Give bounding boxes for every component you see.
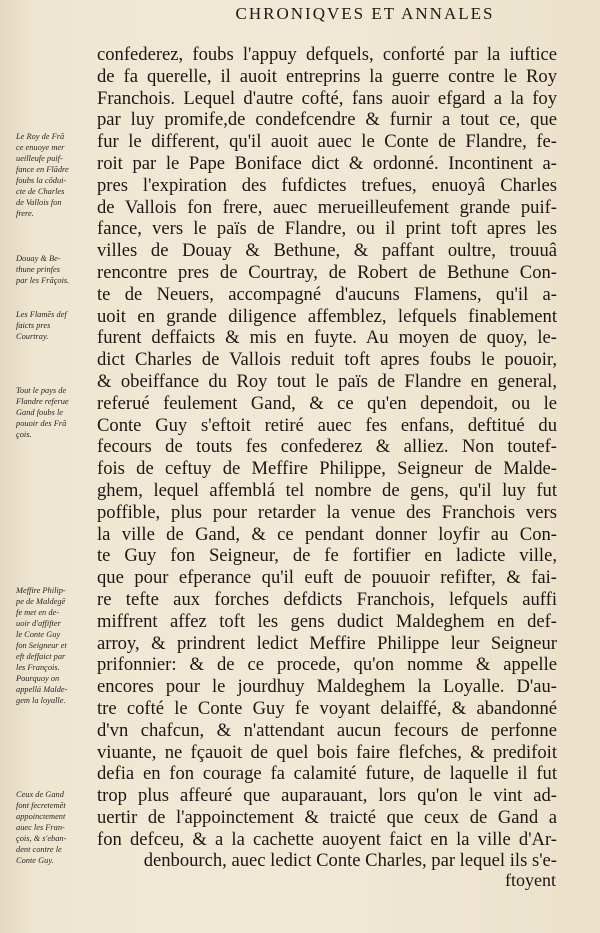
margin-note-line: pouoir des Frã bbox=[16, 419, 67, 428]
margin-note-maldeghem bbox=[16, 585, 96, 706]
margin-note-line: Le Roy de Frã bbox=[16, 132, 65, 141]
margin-note-line: cte de Charles bbox=[16, 187, 65, 196]
margin-note-line: Gand foubs le bbox=[16, 408, 63, 417]
text-line: rencontre pres de Courtray, de Robert de Bethune Con- bbox=[97, 261, 557, 283]
text-line: poffible, plus pour retarder la venue des Franchois vers bbox=[97, 501, 557, 523]
margin-note-line: les Franҫois. bbox=[16, 663, 60, 672]
text-line: tre cofté le Conte Guy fe voyant delaiffé, & abandonné bbox=[97, 697, 557, 719]
margin-note-line: le Conte Guy bbox=[16, 630, 61, 639]
text-line: furent deffaicts & mis en fuyte. Au moyen de quoy, le- bbox=[97, 327, 557, 349]
text-line: villes de Douay & Bethune, & paffant oultre, trouuâ bbox=[97, 240, 557, 262]
margin-note-line: thune prinfes bbox=[16, 265, 60, 274]
margin-note-line: Pourquoy on bbox=[16, 674, 60, 683]
margin-note-flandre-pouoir bbox=[16, 385, 96, 440]
text-line: pres l'expiration des fufdictes trefues, enuoyâ Charles bbox=[97, 174, 557, 196]
margin-note-line: Flandre referue bbox=[16, 397, 69, 406]
margin-note-line: uoir d'affifter bbox=[16, 619, 61, 628]
margin-note-line: de Vallois fon bbox=[16, 198, 62, 207]
text-line: uertir de l'appoinctement & traicté que ceux de Gand a bbox=[97, 806, 557, 828]
text-line: uoit en grande diligence affemblez, lefquels finablement bbox=[97, 305, 557, 327]
margin-note-line: Les Flamẽs def bbox=[16, 310, 67, 319]
text-line: de fa querelle, il auoit entreprins la guerre contre le Roy bbox=[97, 65, 557, 87]
text-line: re tefte aux forches defdicts Franchois, lefquels auffi bbox=[97, 588, 557, 610]
margin-note-line: fe met en de- bbox=[16, 608, 60, 617]
text-line: d'vn chafcun, & n'attendant aucun fecours de perfonne bbox=[97, 719, 557, 741]
text-line: arroy, & prindrent ledict Meffire Philippe leur Seigneur bbox=[97, 632, 557, 654]
margin-note-line: gem la loyalle. bbox=[16, 696, 66, 705]
text-line: referué feulement Gand, & ce qu'en dependoit, ou le bbox=[97, 392, 557, 414]
margin-note-line: ueilleufe puif- bbox=[16, 154, 63, 163]
text-line: te de Neuers, accompagné d'aucuns Flamens, qu'il a- bbox=[97, 283, 557, 305]
margin-note-line: appoinctement bbox=[16, 812, 66, 821]
text-line: trop plus affeuré que auparauant, lors qu'on le vint ad- bbox=[97, 785, 557, 807]
margin-note-douay-bethune bbox=[16, 253, 96, 286]
margin-note-line: Meffire Philip- bbox=[16, 586, 66, 595]
margin-note-line: Courtray. bbox=[16, 332, 49, 341]
margin-note-line: çois. bbox=[16, 430, 32, 439]
margin-note-line: Tout le pays de bbox=[16, 386, 67, 395]
text-line: par luy promife,de condefcendre & furnir a tout ce, que bbox=[97, 109, 557, 131]
margin-note-ceux-de-gand bbox=[16, 789, 96, 866]
margin-note-line: Ceux de Gand bbox=[16, 790, 64, 799]
text-line: confederez, foubs l'appuy defquels, conforté par la iuftice bbox=[97, 44, 557, 65]
text-line: viuante, ne fçauoit de quel bois faire flefches, & predifoit bbox=[97, 741, 557, 763]
text-line: fois de ceftuy de Meffire Philippe, Seigneur de Malde- bbox=[97, 458, 557, 480]
margin-note-roy-envoye bbox=[16, 131, 96, 219]
margin-note-line: eft deffaict par bbox=[16, 652, 66, 661]
main-text-column bbox=[97, 44, 557, 872]
text-line: fur le different, qu'il auoit auec le Conte de Flandre, fe- bbox=[97, 131, 557, 153]
margin-note-line: Douay & Be- bbox=[16, 254, 61, 263]
margin-note-line: pe de Maldegẽ bbox=[16, 597, 66, 606]
margin-note-line: ce enuoye mer bbox=[16, 143, 65, 152]
text-line: fon defceu, & a la cachette auoyent faict en la ville d'Ar- bbox=[97, 828, 557, 850]
text-line: de Vallois fon frere, auec merueilleufement grande puif- bbox=[97, 196, 557, 218]
text-line: fecours de touts fes confederez & alliez. Non toutef- bbox=[97, 436, 557, 458]
text-line: dict Charles de Vallois reduit toft apres foubs le pouoir, bbox=[97, 349, 557, 371]
margin-note-line: çois, & s'eban- bbox=[16, 834, 67, 843]
text-line: te Guy fon Seigneur, de fe fortifier en ladicte ville, bbox=[97, 545, 557, 567]
margin-note-line: faicts pres bbox=[16, 321, 51, 330]
margin-note-line: fance en Flãdre bbox=[16, 165, 69, 174]
margin-note-line: dent contre le bbox=[16, 845, 62, 854]
margin-note-line: foubs la cõdui- bbox=[16, 176, 67, 185]
text-line: encores pour le jourdhuy Maldeghem la Loyalle. D'au- bbox=[97, 676, 557, 698]
text-line: fance, vers le païs de Flandre, ou il print toft apres les bbox=[97, 218, 557, 240]
margin-note-line: appellá Malde- bbox=[16, 685, 68, 694]
margin-note-line: fon Seigneur et bbox=[16, 641, 67, 650]
catchword: ftoyent bbox=[505, 870, 556, 890]
margin-note-flamens-deffaicts bbox=[16, 309, 96, 342]
margin-note-line: auec les Fran- bbox=[16, 823, 65, 832]
text-line: miffrent affez toft les gens dudict Maldeghem en def- bbox=[97, 610, 557, 632]
text-line: que pour efperance qu'il euft de pouuoir refifter, & fai- bbox=[97, 567, 557, 589]
text-line: & obeiffance du Roy tout le païs de Flandre en general, bbox=[97, 370, 557, 392]
running-header: CHRONIQVES ET ANNALES bbox=[235, 4, 495, 23]
text-line: la ville de Gand, & ce pendant donner loyfir au Con- bbox=[97, 523, 557, 545]
margin-note-line: font fecretemẽt bbox=[16, 801, 66, 810]
text-line: roit par le Pape Boniface dict & ordonné. Incontinent a- bbox=[97, 152, 557, 174]
text-line: denbourch, auec ledict Conte Charles, par lequel ils s'e- bbox=[143, 850, 557, 872]
text-line: ghem, lequel affemblá tel nombre de gens, qu'il luy fut bbox=[97, 479, 557, 501]
text-line: Franchois. Lequel d'autre cofté, fans auoir efgard a la foy bbox=[97, 87, 557, 109]
margin-note-line: frere. bbox=[16, 209, 34, 218]
margin-note-line: par les Frãçois. bbox=[16, 276, 70, 285]
text-line: prifonnier: & de ce procede, qu'on nomme & appelle bbox=[97, 654, 557, 676]
text-line: defia en fon courage fa calamité future, de laquelle il fut bbox=[97, 763, 557, 785]
margin-note-line: Conte Guy. bbox=[16, 856, 54, 865]
text-line: Conte Guy s'eftoit retiré auec fes enfans, deftitué du bbox=[97, 414, 557, 436]
